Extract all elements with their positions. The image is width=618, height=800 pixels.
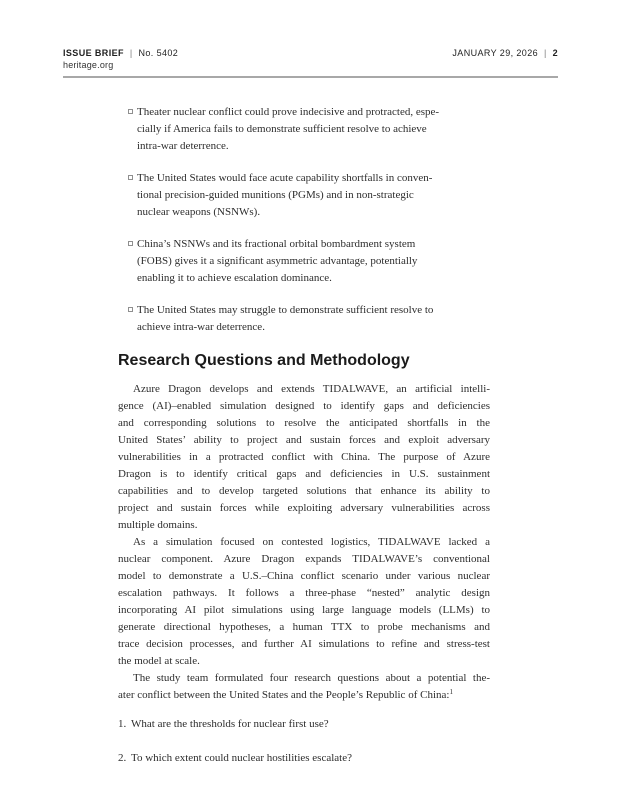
issue-number: No. 5402 (138, 48, 179, 58)
bullet-list-item (118, 170, 490, 221)
body-paragraph (118, 670, 490, 704)
header-divider: | (543, 48, 547, 58)
text-line: Dragon is to identify critical gaps and deficiencies in U.S. sustainment (118, 468, 490, 480)
bullet-text (137, 104, 490, 155)
text-line: the model at scale. (118, 655, 200, 667)
publication-date: JANUARY 29, 2026 (452, 48, 539, 58)
text-line: model to demonstrate a U.S.–China conflict scenario under various nuclear (118, 570, 490, 582)
research-question (118, 750, 490, 767)
text-line: gence (AI)–enabled simulation designed to identify gaps and deficiencies (118, 400, 490, 412)
text-line: and corresponding solutions to resolve the anticipated shortfalls in the (118, 417, 490, 429)
text-line: cially if America fails to demonstrate sufficient resolve to achieve (137, 123, 427, 135)
square-bullet-icon (128, 307, 133, 312)
text-line: The United States would face acute capability shortfalls in conven- (137, 172, 433, 184)
website-url: heritage.org (63, 60, 114, 70)
research-questions-list (118, 716, 490, 767)
page-number: 2 (552, 48, 558, 58)
text-line: Theater nuclear conflict could prove indecisive and protracted, espe- (137, 106, 440, 118)
text-line: The United States may struggle to demonstrate sufficient resolve to (137, 304, 434, 316)
square-bullet-icon (128, 109, 133, 114)
bullet-list-item (118, 236, 490, 287)
text-line: vulnerabilities in a protracted conflict with China. The purpose of Azure (118, 451, 490, 463)
publication-type: ISSUE BRIEF (63, 48, 124, 58)
question-number: 2. (118, 752, 127, 764)
body-paragraph (118, 534, 490, 670)
text-line: China’s NSNWs and its fractional orbital bombardment system (137, 238, 416, 250)
text-line: escalation pathways. It follows a three-phase “nested” analytic design (118, 587, 490, 599)
header-row (63, 48, 558, 58)
text-line: multiple domains. (118, 519, 198, 531)
text-line: capabilities and to develop targeted solutions that enhance its ability to (118, 485, 490, 497)
text-line: United States’ ability to project and sustain forces and exploit adversary (118, 434, 490, 446)
text-line: enabling it to achieve escalation dominance. (137, 272, 332, 284)
section-heading: Research Questions and Methodology (118, 352, 410, 369)
text-line: (FOBS) gives it a significant asymmetric advantage, potentially (137, 255, 418, 267)
square-bullet-icon (128, 175, 133, 180)
page-header (63, 48, 558, 78)
question-text: To which extent could nuclear hostilities escalate? (131, 752, 352, 764)
text-line: trace decision processes, and further AI simulations to refine and stress-test (118, 638, 490, 650)
text-line: nuclear component. Azure Dragon expands TIDALWAVE’s conventional (118, 553, 490, 565)
square-bullet-icon (128, 241, 133, 246)
question-number: 1. (118, 718, 127, 730)
text-line: nuclear weapons (NSNWs). (137, 206, 261, 218)
research-question (118, 716, 490, 733)
text-line: generate directional hypotheses, a human TTX to probe mechanisms and (118, 621, 490, 633)
question-text: What are the thresholds for nuclear first use? (131, 718, 329, 730)
key-takeaways-list (118, 104, 490, 336)
bullet-list-item (118, 104, 490, 155)
header-rule (63, 76, 558, 78)
text-line: tional precision-guided munitions (PGMs) and in non-strategic (137, 189, 414, 201)
header-right (452, 48, 558, 58)
body-paragraphs (118, 381, 490, 704)
body-paragraph (118, 381, 490, 534)
footnote-reference: 1 (449, 688, 453, 696)
header-left (63, 48, 178, 58)
bullet-text (137, 236, 490, 287)
bullet-text (137, 302, 490, 336)
text-line: ater conflict between the United States and the People’s Republic of China:$^1$ (118, 688, 453, 701)
body-column (118, 104, 490, 784)
text-line: intra-war deterrence. (137, 140, 229, 152)
bullet-text (137, 170, 490, 221)
text-line: incorporating AI pilot simulations using large language models (LLMs) to (118, 604, 490, 616)
text-line: The study team formulated four research questions about a potential the- (133, 672, 490, 684)
text-line: Azure Dragon develops and extends TIDALWAVE, an artificial intelli- (133, 383, 490, 395)
text-line: achieve intra-war deterrence. (137, 321, 265, 333)
text-line: As a simulation focused on contested logistics, TIDALWAVE lacked a (133, 536, 490, 548)
text-line: project and sustain forces while exploiting adversary vulnerabilities across (118, 502, 490, 514)
bullet-list-item (118, 302, 490, 336)
header-divider: | (129, 48, 133, 58)
